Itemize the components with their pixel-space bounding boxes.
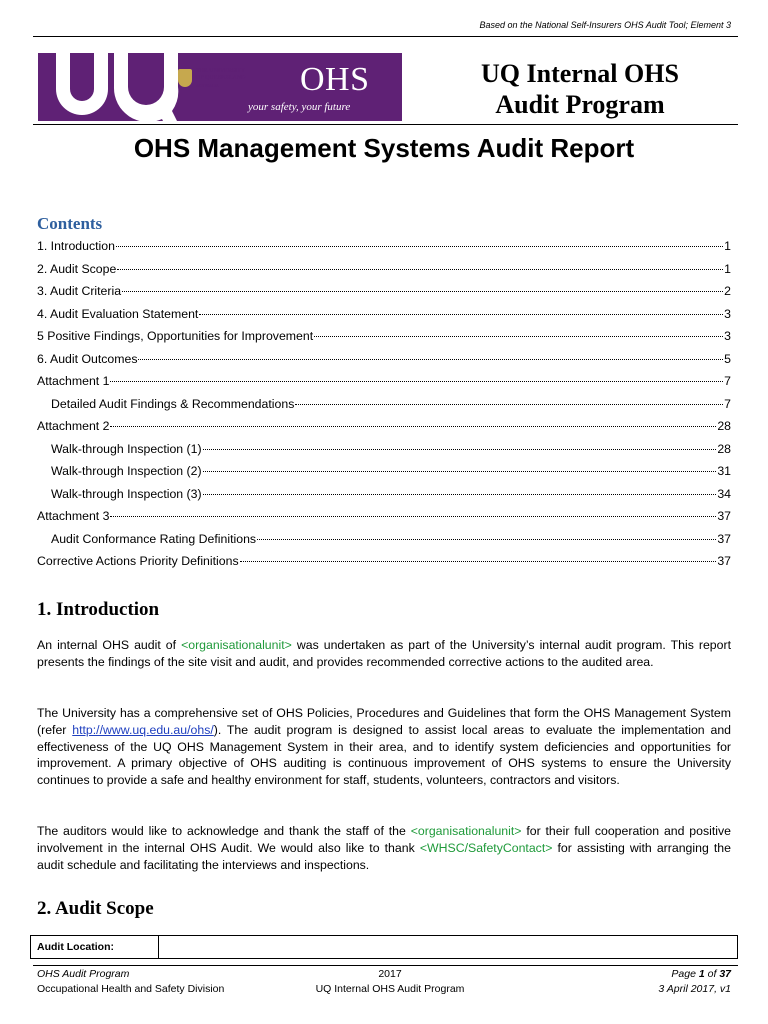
toc-page: 34	[717, 486, 731, 501]
toc-leader	[314, 336, 723, 337]
toc-leader	[203, 494, 717, 495]
text-run: ). The audit program is designed to assist local areas to evaluate the implementation and effectiveness of the UQ OHS Management System in their area, and to identify system deficiencies and opportunities for improvement. A primary objective of OHS auditing is continuous improvement of OHS systems to ensure the University continues to provide a safe and healthy environment for staff, students, volunteers, contractors and visitors.	[37, 722, 732, 788]
page-word: Page	[671, 968, 699, 980]
toc-leader	[257, 539, 716, 540]
toc-label: Audit Conformance Rating Definitions	[51, 531, 257, 546]
intro-paragraph-3	[37, 823, 731, 873]
toc-label: 6. Audit Outcomes	[37, 351, 138, 366]
toc-page: 1	[724, 239, 731, 253]
ohs-tagline: your safety, your future	[248, 101, 351, 113]
footer-right	[658, 967, 731, 997]
toc-leader	[138, 359, 723, 360]
toc-entry[interactable]	[37, 532, 731, 555]
intro-paragraph-2	[37, 705, 731, 789]
crest-text	[196, 68, 271, 89]
text-run: for assisting with arranging the audit schedule and facilitating the interviews and inspections.	[37, 840, 731, 872]
toc-leader	[117, 269, 723, 270]
toc-label: Attachment 2	[37, 419, 110, 433]
placeholder-safety-contact: <WHSC/SafetyContact>	[419, 840, 553, 855]
toc-label: 1. Introduction	[37, 239, 115, 253]
toc-page: 5	[724, 351, 731, 366]
toc-leader	[295, 404, 723, 405]
toc-leader	[122, 291, 723, 292]
text-run: for their full cooperation and positive involvement in the internal OHS Audit. We would also like to thank	[37, 824, 731, 855]
banner-rule	[33, 124, 738, 125]
toc-label: Walk-through Inspection (3)	[51, 486, 202, 501]
footer-division: Occupational Health and Safety Division	[37, 983, 225, 995]
audit-location-table	[30, 935, 738, 959]
toc-page: 31	[717, 464, 731, 478]
toc-page: 3	[724, 329, 731, 343]
footer-date-version: 3 April 2017, v1	[658, 983, 731, 995]
toc-entry[interactable]	[37, 262, 731, 285]
crest-line-2: OF QUEENSLAND	[196, 75, 246, 81]
toc-page: 37	[717, 554, 731, 568]
toc-label: Walk-through Inspection (1)	[51, 441, 202, 456]
toc-page: 7	[724, 374, 731, 388]
toc-leader	[110, 381, 723, 382]
toc-entry[interactable]	[37, 284, 731, 307]
toc-leader	[110, 516, 716, 517]
toc-page: 37	[717, 531, 731, 546]
toc-entry[interactable]	[37, 352, 731, 375]
toc-page: 2	[724, 284, 731, 298]
crest-line-3: AUSTRALIA	[196, 83, 219, 88]
toc-leader	[116, 246, 723, 247]
text-run: The University has a comprehensive set of OHS Policies, Procedures and Guidelines that form the OHS Management System (refer	[37, 706, 731, 737]
text-run: An internal OHS audit of	[37, 638, 182, 652]
text-run: The auditors would like to acknowledge and thank the staff of the	[37, 824, 411, 838]
toc-leader	[199, 314, 723, 315]
toc-entry[interactable]	[37, 442, 731, 465]
ohs-logo-text: OHS	[300, 61, 370, 98]
page-current: 1	[698, 968, 705, 980]
toc-entry[interactable]	[37, 239, 731, 262]
toc-leader	[240, 561, 717, 562]
program-title-line-1: UQ Internal OHS	[481, 59, 679, 88]
toc-entry[interactable]	[37, 509, 731, 532]
toc-label: Attachment 3	[37, 509, 110, 523]
text-run: was undertaken as part of the University’s internal audit program. This report presents the findings of the site visit and audit, and provides recommended corrective actions to the audited area.	[37, 638, 731, 669]
program-title-line-2: Audit Program	[495, 90, 665, 119]
toc-entry[interactable]	[37, 307, 731, 330]
footer-year: 2017	[378, 968, 402, 980]
page-number	[658, 967, 731, 982]
intro-paragraph-1	[37, 637, 731, 671]
toc-label: 4. Audit Evaluation Statement	[37, 306, 199, 321]
toc-entry[interactable]	[37, 464, 731, 487]
footer-program-name: UQ Internal OHS Audit Program	[315, 983, 465, 995]
introduction-heading: 1. Introduction	[37, 599, 160, 620]
audit-location-label: Audit Location:	[31, 936, 159, 958]
toc-entry[interactable]	[37, 419, 731, 442]
header-note: Based on the National Self-Insurers OHS Audit Tool; Element 3	[479, 20, 731, 30]
ohs-website-link[interactable]: http://www.uq.edu.au/ohs/	[72, 722, 214, 737]
toc-page: 7	[724, 396, 731, 411]
toc-label: 5 Positive Findings, Opportunities for Improvement	[37, 329, 314, 343]
footer-rule	[33, 965, 738, 966]
uq-ohs-banner	[38, 53, 402, 121]
program-title	[440, 58, 720, 120]
toc-leader	[110, 426, 716, 427]
toc-label: Walk-through Inspection (2)	[51, 464, 202, 478]
table-of-contents	[37, 239, 731, 577]
page-of: of	[704, 968, 720, 980]
toc-entry[interactable]	[37, 397, 731, 420]
footer-left	[37, 967, 224, 997]
toc-leader	[203, 471, 717, 472]
toc-label: 3. Audit Criteria	[37, 284, 122, 298]
uq-crest	[178, 67, 268, 91]
crest-line-1: THE UNIVERSITY	[196, 68, 246, 74]
contents-heading: Contents	[37, 214, 103, 233]
toc-label: Attachment 1	[37, 374, 110, 388]
toc-page: 28	[717, 419, 731, 433]
toc-entry[interactable]	[37, 374, 731, 397]
header-rule	[33, 36, 738, 37]
toc-label: 2. Audit Scope	[37, 261, 117, 276]
audit-location-field[interactable]	[159, 936, 737, 958]
audit-scope-heading: 2. Audit Scope	[37, 898, 154, 919]
toc-page: 28	[717, 441, 731, 456]
page-total: 37	[719, 968, 731, 980]
toc-page: 3	[724, 306, 731, 321]
report-title: OHS Management Systems Audit Report	[133, 133, 635, 163]
toc-label: Detailed Audit Findings & Recommendations	[51, 396, 295, 411]
toc-label: Corrective Actions Priority Definitions	[37, 554, 239, 568]
toc-leader	[203, 449, 717, 450]
placeholder-organisational-unit: <organisationalunit>	[181, 638, 292, 652]
footer-program: OHS Audit Program	[37, 968, 130, 980]
toc-page: 1	[724, 261, 731, 276]
toc-page: 37	[717, 509, 731, 523]
toc-entry[interactable]	[37, 329, 731, 352]
crest-shield-icon	[178, 69, 192, 87]
footer-center	[290, 967, 490, 997]
placeholder-organisational-unit: <organisationalunit>	[410, 824, 522, 838]
toc-entry[interactable]	[37, 554, 731, 577]
toc-entry[interactable]	[37, 487, 731, 510]
